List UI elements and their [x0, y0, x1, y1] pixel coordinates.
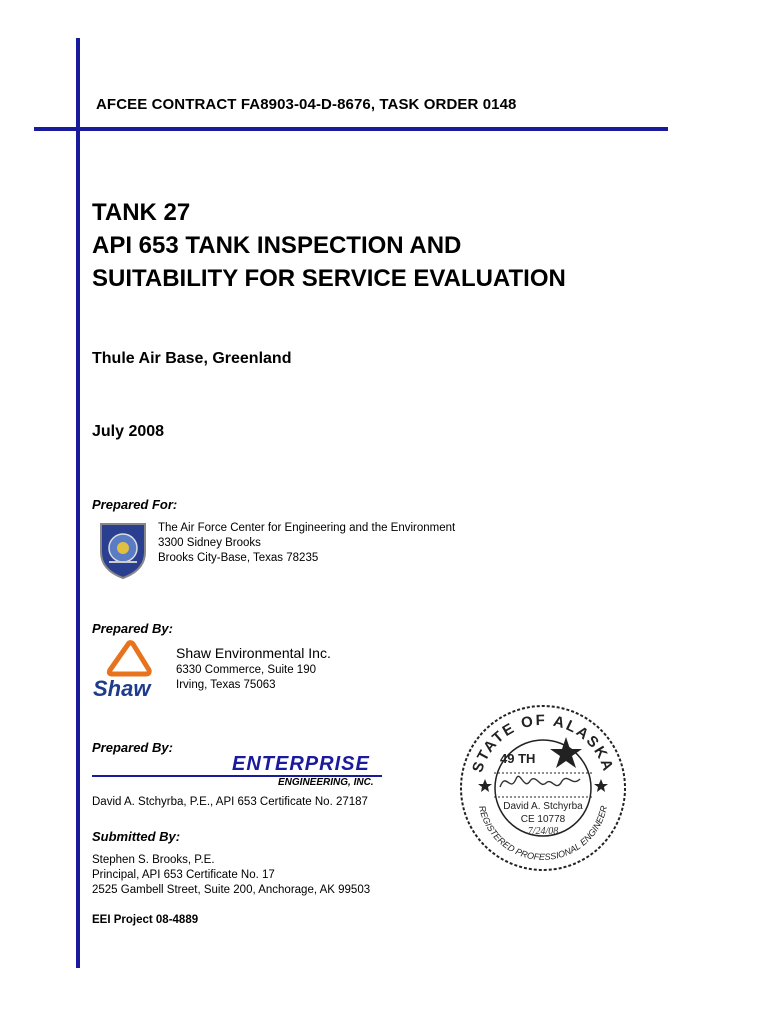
title-line-3: SUITABILITY FOR SERVICE EVALUATION — [92, 265, 566, 292]
vertical-rule — [76, 38, 80, 968]
signature-icon — [500, 776, 580, 787]
enterprise-logo-word: ENTERPRISE — [232, 753, 370, 775]
shaw-company-name: Shaw Environmental Inc. — [176, 645, 331, 661]
shaw-logo-text: Shaw — [93, 676, 151, 701]
prepared-for-address — [158, 521, 455, 566]
seal-engineer-name: David A. Stchyrba — [503, 801, 583, 812]
prepared-by-shaw-heading: Prepared By: — [92, 621, 173, 636]
seal-license: CE 10778 — [520, 814, 566, 825]
svg-text:STATE OF ALASKA — [469, 712, 617, 775]
seal-number: 49 TH — [500, 751, 536, 766]
submitted-by-details — [92, 853, 370, 898]
address-line: Brooks City-Base, Texas 78235 — [158, 552, 319, 564]
seal-small-star-icon — [478, 779, 492, 792]
seal-small-star-icon — [594, 779, 608, 792]
shaw-triangle-icon — [93, 640, 163, 680]
location: Thule Air Base, Greenland — [92, 350, 292, 367]
prepared-for-heading: Prepared For: — [92, 497, 178, 512]
address-line: The Air Force Center for Engineering and the Environment — [158, 522, 456, 534]
engineer-seal — [458, 703, 628, 873]
address-line: 3300 Sidney Brooks — [158, 537, 261, 549]
report-date: July 2008 — [92, 423, 165, 440]
submitter-line: 2525 Gambell Street, Suite 200, Anchorage, AK 99503 — [92, 884, 371, 896]
seal-date: 7/24/08 — [527, 826, 559, 837]
submitter-line: Principal, API 653 Certificate No. 17 — [92, 869, 275, 881]
afcee-emblem-icon — [93, 518, 153, 580]
enterprise-logo-sub: ENGINEERING, INC. — [278, 777, 374, 788]
submitted-by-heading: Submitted By: — [92, 829, 181, 844]
title-line-2: API 653 TANK INSPECTION AND — [92, 232, 462, 259]
submitter-line: Stephen S. Brooks, P.E. — [92, 854, 215, 866]
title-line-1: TANK 27 — [92, 199, 191, 226]
prepared-by-enterprise-heading: Prepared By: — [92, 740, 173, 755]
shaw-logo — [93, 640, 163, 704]
address-line: Irving, Texas 75063 — [176, 679, 276, 691]
horizontal-rule — [34, 127, 668, 131]
enterprise-engineer-line: David A. Stchyrba, P.E., API 653 Certificate No. 27187 — [92, 796, 368, 808]
contract-header: AFCEE CONTRACT FA8903-04-D-8676, TASK ORDER 0148 — [96, 96, 517, 113]
seal-top-text: STATE OF ALASKA — [469, 711, 617, 775]
shaw-address — [176, 663, 316, 693]
address-line: 6330 Commerce, Suite 190 — [176, 664, 316, 676]
seal-bottom-text: REGISTERED PROFESSIONAL ENGINEER — [476, 804, 610, 863]
project-number: EEI Project 08-4889 — [92, 914, 199, 926]
